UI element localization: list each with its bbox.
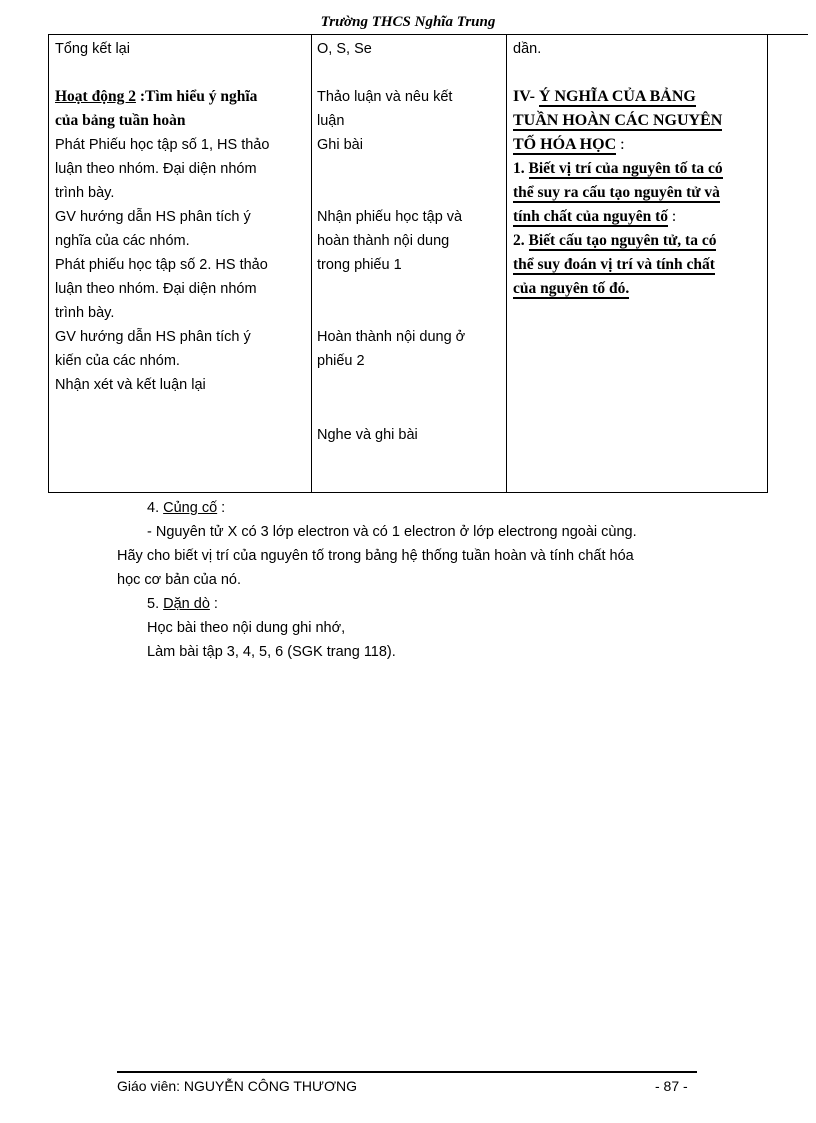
footer-page-number: - 87 -	[655, 1078, 688, 1094]
point-2-line2: thể suy đoán vị trí và tính chất	[513, 256, 715, 273]
consolidation-line: học cơ bản của nó.	[117, 572, 241, 588]
student-line: Nghe và ghi bài	[317, 427, 418, 443]
point-2-number: 2.	[513, 232, 525, 249]
footer-teacher: Giáo viên: NGUYỄN CÔNG THƯƠNG	[117, 1078, 357, 1094]
teacher-line: trình bày.	[55, 185, 115, 201]
section-title	[513, 85, 767, 109]
homework-colon: :	[209, 596, 218, 612]
section-prefix: IV-	[513, 88, 535, 105]
point-2-row2	[513, 253, 767, 277]
homework-number: 5.	[147, 596, 160, 612]
teacher-line: GV hướng dẫn HS phân tích ý	[55, 329, 251, 345]
student-line: Nhận phiếu học tập và	[317, 209, 463, 225]
section-colon: :	[616, 136, 625, 153]
consolidation-colon: :	[217, 500, 226, 516]
content-text: dần.	[513, 41, 542, 57]
homework-line: Học bài theo nội dung ghi nhớ,	[147, 620, 346, 636]
student-activity-cell	[317, 37, 503, 447]
teacher-line: nghĩa của các nhóm.	[55, 233, 190, 249]
activity-title: :Tìm hiểu ý nghĩa	[135, 88, 258, 105]
lesson-table	[48, 35, 768, 493]
teacher-line: Phát Phiếu học tập số 1, HS thảo	[55, 137, 270, 153]
footer-rule	[117, 1071, 697, 1073]
student-line: Thảo luận và nêu kết	[317, 89, 453, 105]
page-header-title: Trường THCS Nghĩa Trung	[320, 14, 496, 30]
post-table-content	[117, 496, 737, 664]
point-1-line1: Biết vị trí của nguyên tố ta có	[528, 160, 723, 177]
point-2	[513, 229, 767, 253]
column-divider-2	[506, 35, 507, 492]
content-cell	[513, 37, 767, 301]
student-line: trong phiếu 1	[317, 257, 402, 273]
teacher-line: trình bày.	[55, 305, 115, 321]
teacher-line: GV hướng dẫn HS phân tích ý	[55, 209, 251, 225]
student-line: phiếu 2	[317, 353, 365, 369]
point-1-line3: tính chất của nguyên tố	[513, 208, 669, 225]
section-title-line2: TUẦN HOÀN CÁC NGUYÊN	[513, 112, 723, 129]
consolidation-title: Củng cố	[163, 500, 218, 516]
consolidation-heading	[117, 496, 737, 520]
homework-title: Dặn dò	[163, 596, 210, 612]
section-title-line3: TỐ HÓA HỌC	[513, 136, 617, 153]
section-title-row2	[513, 109, 767, 133]
activity-heading	[55, 85, 305, 109]
activity-label: Hoạt động 2	[55, 88, 136, 105]
section-title-line1: Ý NGHĨA CỦA BẢNG	[538, 88, 696, 105]
teacher-line: Phát phiếu học tập số 2. HS thảo	[55, 257, 268, 273]
elements-text: O, S, Se	[317, 41, 372, 57]
teacher-line: luận theo nhóm. Đại diện nhóm	[55, 281, 257, 297]
point-1-colon: :	[668, 208, 677, 225]
point-1	[513, 157, 767, 181]
teacher-activity-cell	[55, 37, 305, 397]
activity-title-line2: của bảng tuần hoàn	[55, 112, 186, 129]
student-line: Ghi bài	[317, 137, 363, 153]
teacher-line: luận theo nhóm. Đại diện nhóm	[55, 161, 257, 177]
section-title-row3	[513, 133, 767, 157]
point-1-row2	[513, 181, 767, 205]
homework-heading	[117, 592, 737, 616]
point-2-line3: của nguyên tố đó.	[513, 280, 630, 297]
homework-line: Làm bài tập 3, 4, 5, 6 (SGK trang 118).	[147, 644, 396, 660]
point-2-line1: Biết cấu tạo nguyên tử, ta có	[528, 232, 717, 249]
student-line: Hoàn thành nội dung ở	[317, 329, 466, 345]
consolidation-line: - Nguyên tử X có 3 lớp electron và có 1 electron ở lớp electrong ngoài cùng.	[147, 524, 637, 540]
point-1-number: 1.	[513, 160, 525, 177]
summary-text: Tổng kết lại	[55, 41, 130, 57]
point-1-row3	[513, 205, 767, 229]
teacher-line: kiến của các nhóm.	[55, 353, 180, 369]
student-line: luận	[317, 113, 345, 129]
column-divider-1	[311, 35, 312, 492]
consolidation-number: 4.	[147, 500, 160, 516]
point-1-line2: thể suy ra cấu tạo nguyên tử và	[513, 184, 720, 201]
consolidation-line: Hãy cho biết vị trí của nguyên tố trong bảng hệ thống tuần hoàn và tính chất hóa	[117, 548, 634, 564]
student-line: hoàn thành nội dung	[317, 233, 450, 249]
point-2-row3	[513, 277, 767, 301]
teacher-line: Nhận xét và kết luận lại	[55, 377, 206, 393]
